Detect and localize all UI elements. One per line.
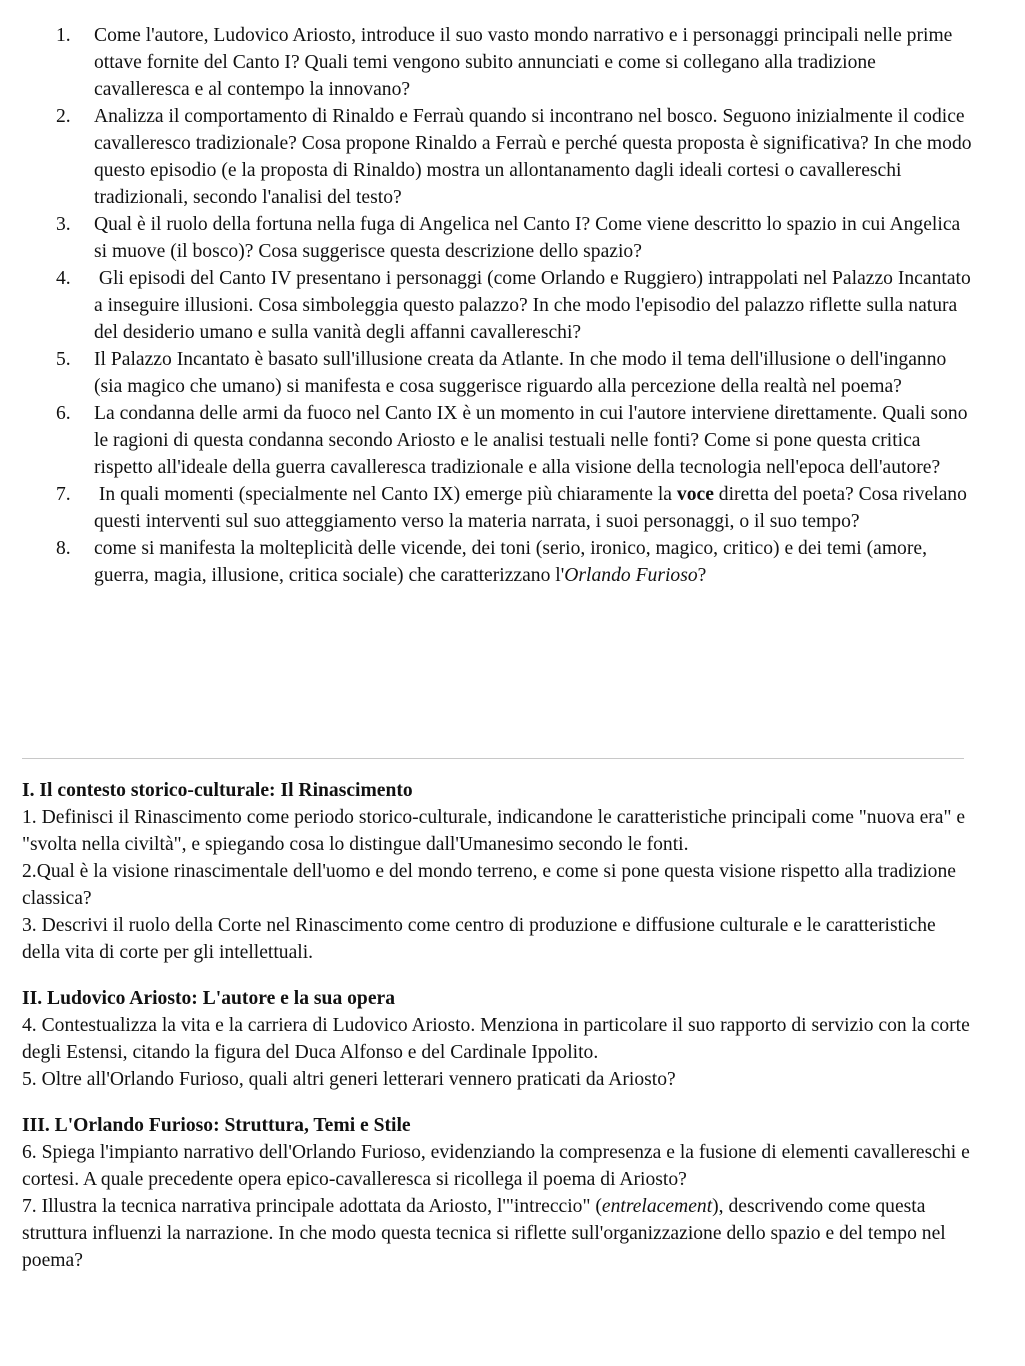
bold-word: voce <box>676 484 714 505</box>
section-item: 3. Descrivi il ruolo della Corte nel Rinascimento come centro di produzione e diffusione culturale e le caratteristiche della vita di corte per gli intellettuali. <box>22 915 936 963</box>
section-title: III. L'Orlando Furioso: Struttura, Temi e Stile <box>22 1115 411 1136</box>
list-item <box>56 481 972 535</box>
list-item-text: Come l'autore, Ludovico Ariosto, introduce il suo vasto mondo narrativo e i personaggi principali nelle prime ottave fornite del Canto I? Quali temi vengono subito annunciati e come si collegano alla tradizione cavalleresca e al contempo la innovano? <box>94 25 953 100</box>
section-divider <box>22 758 964 759</box>
list-item-number: 4. <box>56 268 71 289</box>
list-item-text-pre: come si manifesta la molteplicità delle vicende, dei toni (serio, ironico, magico, critico) e dei temi (amore, guerra, magia, illusione, critica sociale) che caratterizzano l' <box>94 538 927 586</box>
section-item: 5. Oltre all'Orlando Furioso, quali altri generi letterari vennero praticati da Ariosto? <box>22 1069 676 1090</box>
question-list <box>56 22 976 589</box>
list-item-text-post: ? <box>697 565 707 586</box>
italic-title: Orlando Furioso <box>564 565 698 586</box>
list-item-text-pre: In quali momenti (specialmente nel Canto IX) emerge più chiaramente la <box>94 484 677 505</box>
section-item <box>22 1193 972 1274</box>
list-item-text: Gli episodi del Canto IV presentano i personaggi (come Orlando e Ruggiero) intrappolati nel Palazzo Incantato a inseguire illusioni. Cosa simboleggia questo palazzo? In che modo l'episodio del palazzo riflette sulla natura del desiderio umano e sulla vanità degli affanni cavallereschi? <box>94 268 976 343</box>
section-item-text-pre: 7. Illustra la tecnica narrativa principale adottata da Ariosto, l'"intreccio" ( <box>22 1196 602 1217</box>
list-item-number: 1. <box>56 25 71 46</box>
list-item-text <box>94 538 927 586</box>
list-item <box>56 346 972 400</box>
section-item: 2.Qual è la visione rinascimentale dell'uomo e del mondo terreno, e come si pone questa visione rispetto alla tradizione classica? <box>22 861 956 909</box>
list-item-text: La condanna delle armi da fuoco nel Canto IX è un momento in cui l'autore interviene direttamente. Quali sono le ragioni di questa condanna secondo Ariosto e le analisi testuali nelle fonti? Come si pone questa critica rispetto all'ideale della guerra cavalleresca tradizionale e alla visione della tecnologia nell'epoca dell'autore? <box>94 403 968 478</box>
section-ariosto <box>22 985 972 1093</box>
list-item <box>56 400 972 481</box>
list-item-text-post: diretta del poeta? Cosa rivelano questi interventi sul suo atteggiamento verso la materia narrata, i suoi personaggi, o il suo tempo? <box>94 484 967 532</box>
list-item-number: 2. <box>56 106 71 127</box>
list-item-text <box>94 484 967 532</box>
section-item: 1. Definisci il Rinascimento come periodo storico-culturale, indicandone le caratteristiche principali come "nuova era" e "svolta nella civiltà", e spiegando cosa lo distingue dall'Umanesimo secondo le fonti. <box>22 807 966 855</box>
list-item-text: Analizza il comportamento di Rinaldo e Ferraù quando si incontrano nel bosco. Seguono inizialmente il codice cavalleresco tradizionale? Cosa propone Rinaldo a Ferraù e perché questa proposta è significativa? In che modo questo episodio (e la proposta di Rinaldo) mostra un allontanamento dagli ideali cortesi o cavallereschi tradizionali, secondo l'analisi del testo? <box>94 106 972 208</box>
list-item <box>56 103 972 211</box>
list-item-number: 8. <box>56 538 71 559</box>
list-item <box>56 211 972 265</box>
list-item-text: Qual è il ruolo della fortuna nella fuga di Angelica nel Canto I? Come viene descritto lo spazio in cui Angelica si muove (il bosco)? Cosa suggerisce questa descrizione dello spazio? <box>94 214 961 262</box>
section-item: 6. Spiega l'impianto narrativo dell'Orlando Furioso, evidenziando la compresenza e la fusione di elementi cavallereschi e cortesi. A quale precedente opera epico-cavalleresca si ricollega il poema di Ariosto? <box>22 1142 970 1190</box>
list-item-number: 3. <box>56 214 71 235</box>
list-item <box>56 535 972 589</box>
list-item <box>56 22 972 103</box>
section-item: 4. Contestualizza la vita e la carriera di Ludovico Ariosto. Menziona in particolare il suo rapporto di servizio con la corte degli Estensi, citando la figura del Duca Alfonso e del Cardinale Ippolito. <box>22 1015 970 1063</box>
list-item-text: Il Palazzo Incantato è basato sull'illusione creata da Atlante. In che modo il tema dell'illusione o dell'inganno (sia magico che umano) si manifesta e cosa suggerisce riguardo alla percezione della realtà nel poema? <box>94 349 947 397</box>
italic-term: entrelacement <box>601 1196 713 1217</box>
list-item <box>56 265 976 346</box>
list-item-number: 6. <box>56 403 71 424</box>
section-rinascimento <box>22 777 972 966</box>
list-item-number: 7. <box>56 484 71 505</box>
sections-container <box>22 777 972 1293</box>
section-orlando-furioso <box>22 1112 972 1274</box>
section-title: I. Il contesto storico-culturale: Il Rinascimento <box>22 780 413 801</box>
section-item-text-post: ), descrivendo come questa struttura influenzi la narrazione. In che modo questa tecnica si riflette sull'organizzazione dello spazio e del tempo nel poema? <box>22 1196 946 1271</box>
section-title: II. Ludovico Ariosto: L'autore e la sua opera <box>22 988 396 1009</box>
list-item-number: 5. <box>56 349 71 370</box>
